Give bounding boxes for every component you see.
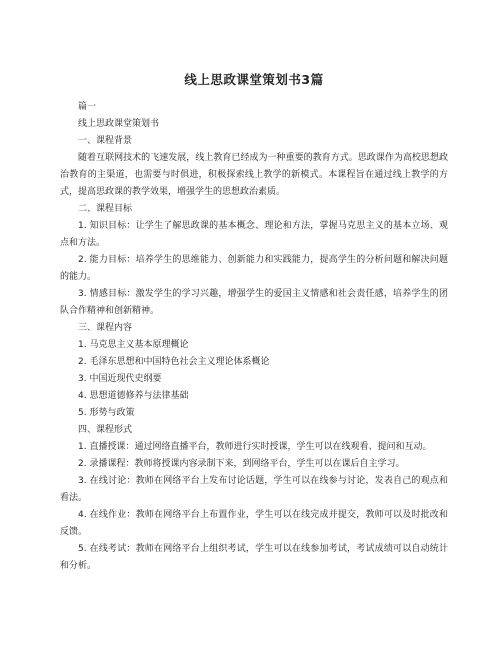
format-item-discussion: 3. 在线讨论：教师在网络平台上发布讨论话题，学生可以在线参与讨论，发表自己的观点和看法。: [60, 476, 448, 503]
background-paragraph: 随着互联网技术的飞速发展，线上教育已经成为一种重要的教育方式。思政课作为高校思想政治教育的主渠道，也需要与时俱进，积极探索线上教学的新模式。本课程旨在通过线上教学的方式，提高思政课的教学效果，增强学生的思想政治素质。: [60, 153, 448, 197]
content-item: 4. 思想道德修养与法律基础: [78, 391, 189, 401]
goal-item-knowledge: 1. 知识目标：让学生了解思政课的基本概念、理论和方法，掌握马克思主义的基本立场、观点和方法。: [60, 221, 448, 248]
content-item: 1. 马克思主义基本原理概论: [78, 340, 189, 350]
section-heading-content: 三、课程内容: [78, 323, 133, 333]
goal-item-ability: 2. 能力目标：培养学生的思维能力、创新能力和实践能力，提高学生的分析问题和解决问题的能力。: [60, 255, 448, 282]
section-heading-format: 四、课程形式: [78, 425, 133, 435]
format-item-exam: 5. 在线考试：教师在网络平台上组织考试，学生可以在线参加考试，考试成绩可以自动统计和分析。: [60, 544, 448, 571]
content-item: 3. 中国近现代史纲要: [78, 374, 162, 384]
goal-item-emotion: 3. 情感目标：激发学生的学习兴趣，增强学生的爱国主义情感和社会责任感，培养学生的团队合作精神和创新精神。: [60, 289, 448, 316]
document-title: 线上思政课堂策划书3篇: [184, 72, 324, 87]
format-item-recorded: 2. 录播课程：教师将授课内容录制下来，到网络平台，学生可以在课后自主学习。: [78, 459, 405, 469]
content-item: 2. 毛泽东思想和中国特色社会主义理论体系概论: [78, 357, 270, 367]
section-heading-goals: 二、课程目标: [78, 204, 133, 214]
content-item: 5. 形势与政策: [78, 408, 135, 418]
document-subtitle: 线上思政课堂策划书: [78, 119, 160, 129]
format-item-live: 1. 直播授课：通过网络直播平台，教师进行实时授课，学生可以在线观看、提问和互动。: [78, 442, 432, 452]
format-item-homework: 4. 在线作业：教师在网络平台上布置作业，学生可以在线完成并提交，教师可以及时批改和反馈。: [60, 510, 448, 537]
part-label: 篇一: [78, 102, 97, 112]
section-heading-background: 一、课程背景: [78, 136, 133, 146]
